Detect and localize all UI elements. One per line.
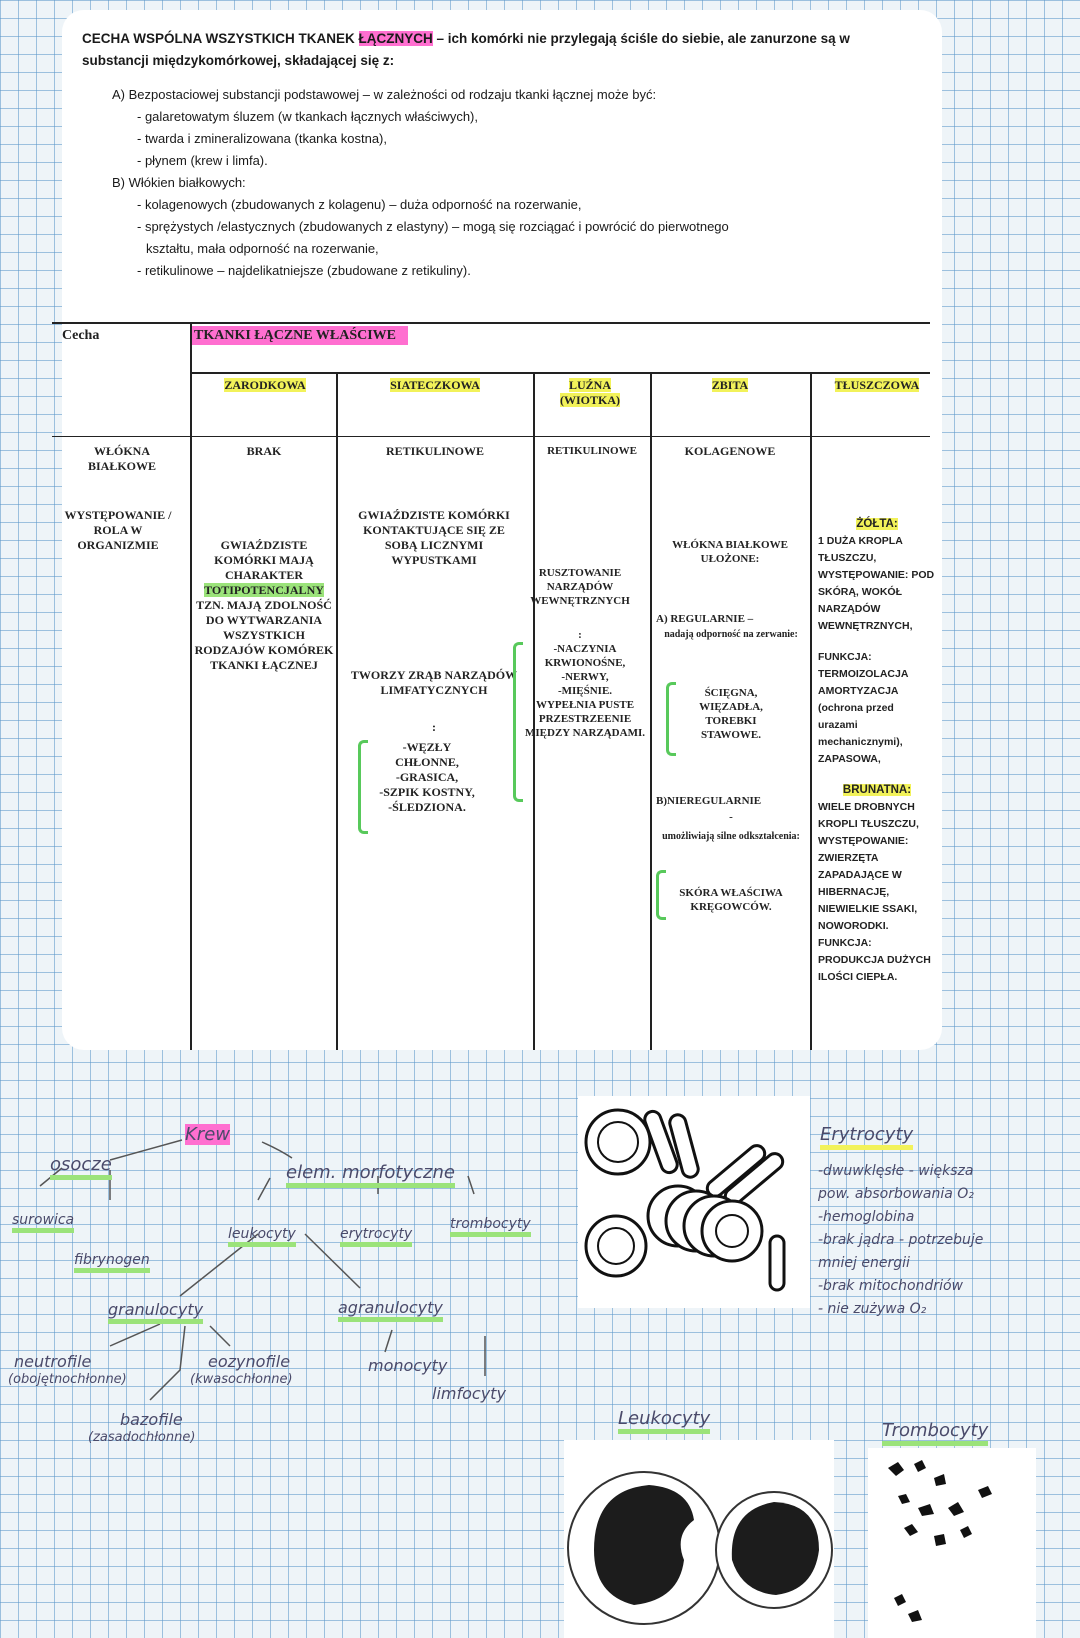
a-item: - galaretowatym śluzem (w tkankach łącznych właściwych), xyxy=(137,109,478,124)
platelet xyxy=(948,1502,964,1516)
siateczkowa-p2: TWORZY ZRĄB NARZĄDÓW LIMFATYCZNYCH xyxy=(350,668,518,697)
b-title: B) Włókien białkowych: xyxy=(112,175,246,190)
neutrofile-sub: (obojętnochłonne) xyxy=(8,1372,127,1387)
zarodkowa-text xyxy=(194,538,334,673)
col-header-text: TŁUSZCZOWA xyxy=(834,378,920,392)
list-item: -GRASICA, xyxy=(395,770,459,784)
table-top-line xyxy=(52,322,930,324)
row1-luzna: RETIKULINOWE xyxy=(547,445,637,457)
row1-zbita: KOLAGENOWE xyxy=(684,444,776,458)
ery-line: mniej energii xyxy=(818,1255,910,1271)
limfocyty-label: limfocyty xyxy=(432,1384,506,1403)
erytrocyty-small-label: erytrocyty xyxy=(340,1226,412,1247)
zbita-a-list: ŚCIĘGNA, WIĘZADŁA, TOREBKI STAWOWE. xyxy=(699,687,763,741)
luzna-bracket xyxy=(513,642,523,802)
heading-highlight: ŁĄCZNYCH xyxy=(358,31,433,46)
tluszczowa-text xyxy=(818,516,936,986)
ery-line: -brak jądra - potrzebuje xyxy=(818,1232,984,1248)
luzna-p3: WYPEŁNIA PUSTE PRZESTRZEENIE MIĘDZY NARZĄDAMI. xyxy=(525,699,645,739)
rbc-stack-inner xyxy=(716,1215,748,1247)
b-item: - kolagenowych (zbudowanych z kolagenu) – duża odporność na rozerwanie, xyxy=(137,197,582,212)
fibrynogen-label: fibrynogen xyxy=(74,1252,150,1273)
surowica-label: surowica xyxy=(12,1212,74,1233)
col-header-text: SIATECZKOWA xyxy=(390,378,480,392)
rbc-side-view xyxy=(770,1236,784,1290)
agranulocyty-label: agranulocyty xyxy=(338,1298,443,1322)
monocyty-label: monocyty xyxy=(368,1356,448,1375)
leukocyte-drawing xyxy=(564,1440,834,1638)
krew-label: Krew xyxy=(185,1124,230,1145)
platelet xyxy=(908,1610,922,1622)
a-item: - twarda i zmineralizowana (tkanka kostna), xyxy=(137,131,387,146)
ery-line: -brak mitochondriów xyxy=(818,1278,963,1294)
b-item: kształtu, mała odporność na rozerwanie, xyxy=(146,241,379,256)
platelet xyxy=(888,1462,904,1476)
thrombocyte-drawing xyxy=(868,1448,1036,1638)
platelet xyxy=(918,1504,934,1516)
list-item: -NACZYNIA KRWIONOŚNE, xyxy=(544,643,626,669)
thrombocyte-picture xyxy=(868,1448,1036,1638)
arrow-agranulo-mono xyxy=(385,1330,392,1352)
ery-line: -dwuwklęsłe - większa xyxy=(818,1163,974,1179)
platelet xyxy=(914,1460,926,1472)
erythrocyte-drawing xyxy=(578,1096,810,1308)
ery-line: - nie zużywa O₂ xyxy=(818,1301,927,1317)
leukocyty-label: leukocyty xyxy=(228,1226,296,1247)
list-item: -NERWY, xyxy=(561,671,609,683)
col-line xyxy=(336,372,338,1050)
zarodkowa-p3: TZN. MAJĄ ZDOLNOŚĆ DO WYTWARZANIA WSZYSTKICH RODZAJÓW KOMÓREK TKANKI ŁĄCZNEJ xyxy=(194,598,334,672)
platelet xyxy=(894,1594,906,1606)
platelet xyxy=(904,1524,918,1536)
brunatna-label: BRUNATNA: xyxy=(842,784,912,796)
arrow-krew-osocze xyxy=(110,1140,182,1160)
zbita-b: B)NIEREGULARNIE xyxy=(656,795,762,807)
eozynofile-label: eozynofile xyxy=(208,1352,291,1371)
trombocyty-title: Trombocyty xyxy=(882,1420,988,1446)
leukocyty-title: Leukocyty xyxy=(618,1408,710,1434)
heading-line2: substancji międzykomórkowej, składającej się z: xyxy=(82,53,395,68)
arrow-krew-elem xyxy=(262,1142,292,1158)
col-tluszczowa xyxy=(812,378,942,393)
erythrocyte-picture xyxy=(578,1096,810,1308)
luzna-p1: RUSZTOWANIE NARZĄDÓW WEWNĘTRZNYCH xyxy=(530,567,630,607)
list-item: -SZPIK KOSTNY, xyxy=(379,785,475,799)
zbita-a: A) REGULARNIE – xyxy=(656,613,754,625)
bazofile-sub: (zasadochłonne) xyxy=(88,1430,196,1445)
trombocyty-small-label: trombocyty xyxy=(450,1216,531,1237)
zbita-p1: WŁÓKNA BIAŁKOWE UŁOŻONE: xyxy=(672,539,788,565)
col-header-text: ZBITA xyxy=(711,378,749,392)
row-line xyxy=(52,436,930,437)
col-zarodkowa xyxy=(205,378,325,393)
zolta-label: ŻÓŁTA: xyxy=(856,518,898,530)
leukocyte-nucleus xyxy=(732,1502,819,1595)
a-title: A) Bezpostaciowej substancji podstawowej – w zależności od rodzaju tkanki łącznej może być: xyxy=(112,87,657,102)
zbita-a-bracket xyxy=(666,682,676,756)
platelet xyxy=(978,1486,992,1498)
zarodkowa-p2: TOTIPOTENCJALNY xyxy=(204,583,324,597)
b-item: - retikulinowe – najdelikatniejsze (zbudowane z retikuliny). xyxy=(137,263,471,278)
list-item: -ŚLEDZIONA. xyxy=(388,800,466,814)
list-item: -WĘZŁY CHŁONNE, xyxy=(395,740,459,769)
platelet xyxy=(960,1526,972,1538)
intro-text xyxy=(82,28,902,282)
heading-part-a: CECHA WSPÓLNA WSZYSTKICH TKANEK xyxy=(82,31,359,46)
erytrocyty-notes xyxy=(818,1160,983,1321)
zbita-a-desc: nadają odporność na zerwanie: xyxy=(664,629,798,640)
siateczkowa-p3: : xyxy=(432,720,436,734)
col-line xyxy=(190,322,192,1050)
arrow-granulo-neutro xyxy=(110,1324,160,1346)
ery-line: pow. absorbowania O₂ xyxy=(818,1186,974,1202)
granulocyty-label: granulocyty xyxy=(108,1300,203,1324)
zolta-text: 1 DUŻA KROPLA TŁUSZCZU, WYSTĘPOWANIE: POD SKÓRĄ, WOKÓŁ NARZĄDÓW WEWNĘTRZNYCH, xyxy=(818,535,935,632)
feature-header: Cecha xyxy=(62,328,100,343)
luzna-list xyxy=(525,642,645,740)
zolta-funkcja: FUNKCJA: TERMOIZOLACJA AMORTYZACJA (ochrona przed urazami mechanicznymi), ZAPASOWA, xyxy=(818,651,909,765)
col-line xyxy=(650,372,652,1050)
bazofile-label: bazofile xyxy=(120,1410,183,1429)
col-zbita xyxy=(665,378,795,393)
row1-label: WŁÓKNA BIAŁKOWE xyxy=(87,444,156,473)
erytrocyty-title: Erytrocyty xyxy=(820,1124,913,1150)
col-line xyxy=(810,372,812,1050)
rbc-cell-inner xyxy=(598,1122,638,1162)
platelet xyxy=(898,1494,910,1504)
platelet xyxy=(934,1474,946,1486)
platelet xyxy=(934,1534,946,1546)
siateczkowa-list xyxy=(372,740,482,815)
heading-part-b: – ich komórki nie przylegają ściśle do siebie, ale zanurzone są w xyxy=(432,31,850,46)
zarodkowa-p1: GWIAŹDZISTE KOMÓRKI MAJĄ CHARAKTER xyxy=(214,538,314,582)
row2-label: WYSTĘPOWANIE / ROLA W ORGANIZMIE xyxy=(64,508,172,552)
col-header-text: ZARODKOWA xyxy=(224,378,306,392)
neutrofile-label: neutrofile xyxy=(14,1352,92,1371)
rbc-cell-inner xyxy=(598,1228,634,1264)
row1-siateczkowa: RETIKULINOWE xyxy=(385,444,485,458)
brunatna-text: WIELE DROBNYCH KROPLI TŁUSZCZU, WYSTĘPOWANIE: ZWIERZĘTA ZAPADAJĄCE W HIBERNACJĘ, NIEWIELKIE SSAKI, NOWORODKI. FUNKCJA: PRODUKCJA DUŻYCH ILOŚCI CIEPŁA. xyxy=(818,801,931,983)
zbita-b-dash: - xyxy=(729,811,733,823)
intro-heading xyxy=(82,28,902,50)
group-header: TKANKI ŁĄCZNE WŁAŚCIWE xyxy=(192,326,408,345)
leukocyte-picture xyxy=(564,1440,834,1638)
zbita-b-list: SKÓRA WŁAŚCIWA KRĘGOWCÓW. xyxy=(679,887,783,913)
col-siateczkowa xyxy=(352,378,518,393)
elem-morfotyczne-label: elem. morfotyczne xyxy=(286,1162,455,1188)
ery-line: -hemoglobina xyxy=(818,1209,915,1225)
row1-zarodkowa: BRAK xyxy=(246,444,282,458)
group-line xyxy=(190,372,930,374)
arrow-granulo-bazo xyxy=(150,1326,185,1400)
arrow-elem-trombocyty xyxy=(468,1176,474,1194)
b-item: - sprężystych /elastycznych (zbudowanych z elastyny) – mogą się rozciągać i powrócić do pierwotnego xyxy=(137,219,729,234)
siateczkowa-p1: GWIAŹDZISTE KOMÓRKI KONTAKTUJĄCE SIĘ ZE SOBĄ LICZNYMI WYPUSTKAMI xyxy=(358,508,510,567)
arrow-granulo-eozyno xyxy=(210,1326,230,1346)
list-item: -MIĘŚNIE. xyxy=(557,685,613,697)
eozynofile-sub: (kwasochłonne) xyxy=(190,1372,293,1387)
zbita-b-desc: umożliwiają silne odkształcenia: xyxy=(662,831,800,842)
luzna-p2: : xyxy=(578,629,582,641)
osocze-label: osocze xyxy=(50,1154,112,1180)
arrow-elem-leukocyty xyxy=(258,1178,270,1200)
col-header-text: LUŹNA (WIOTKA) xyxy=(560,378,620,407)
a-item: - płynem (krew i limfa). xyxy=(137,153,268,168)
col-luzna xyxy=(540,378,640,408)
siateczkowa-bracket xyxy=(358,740,368,834)
